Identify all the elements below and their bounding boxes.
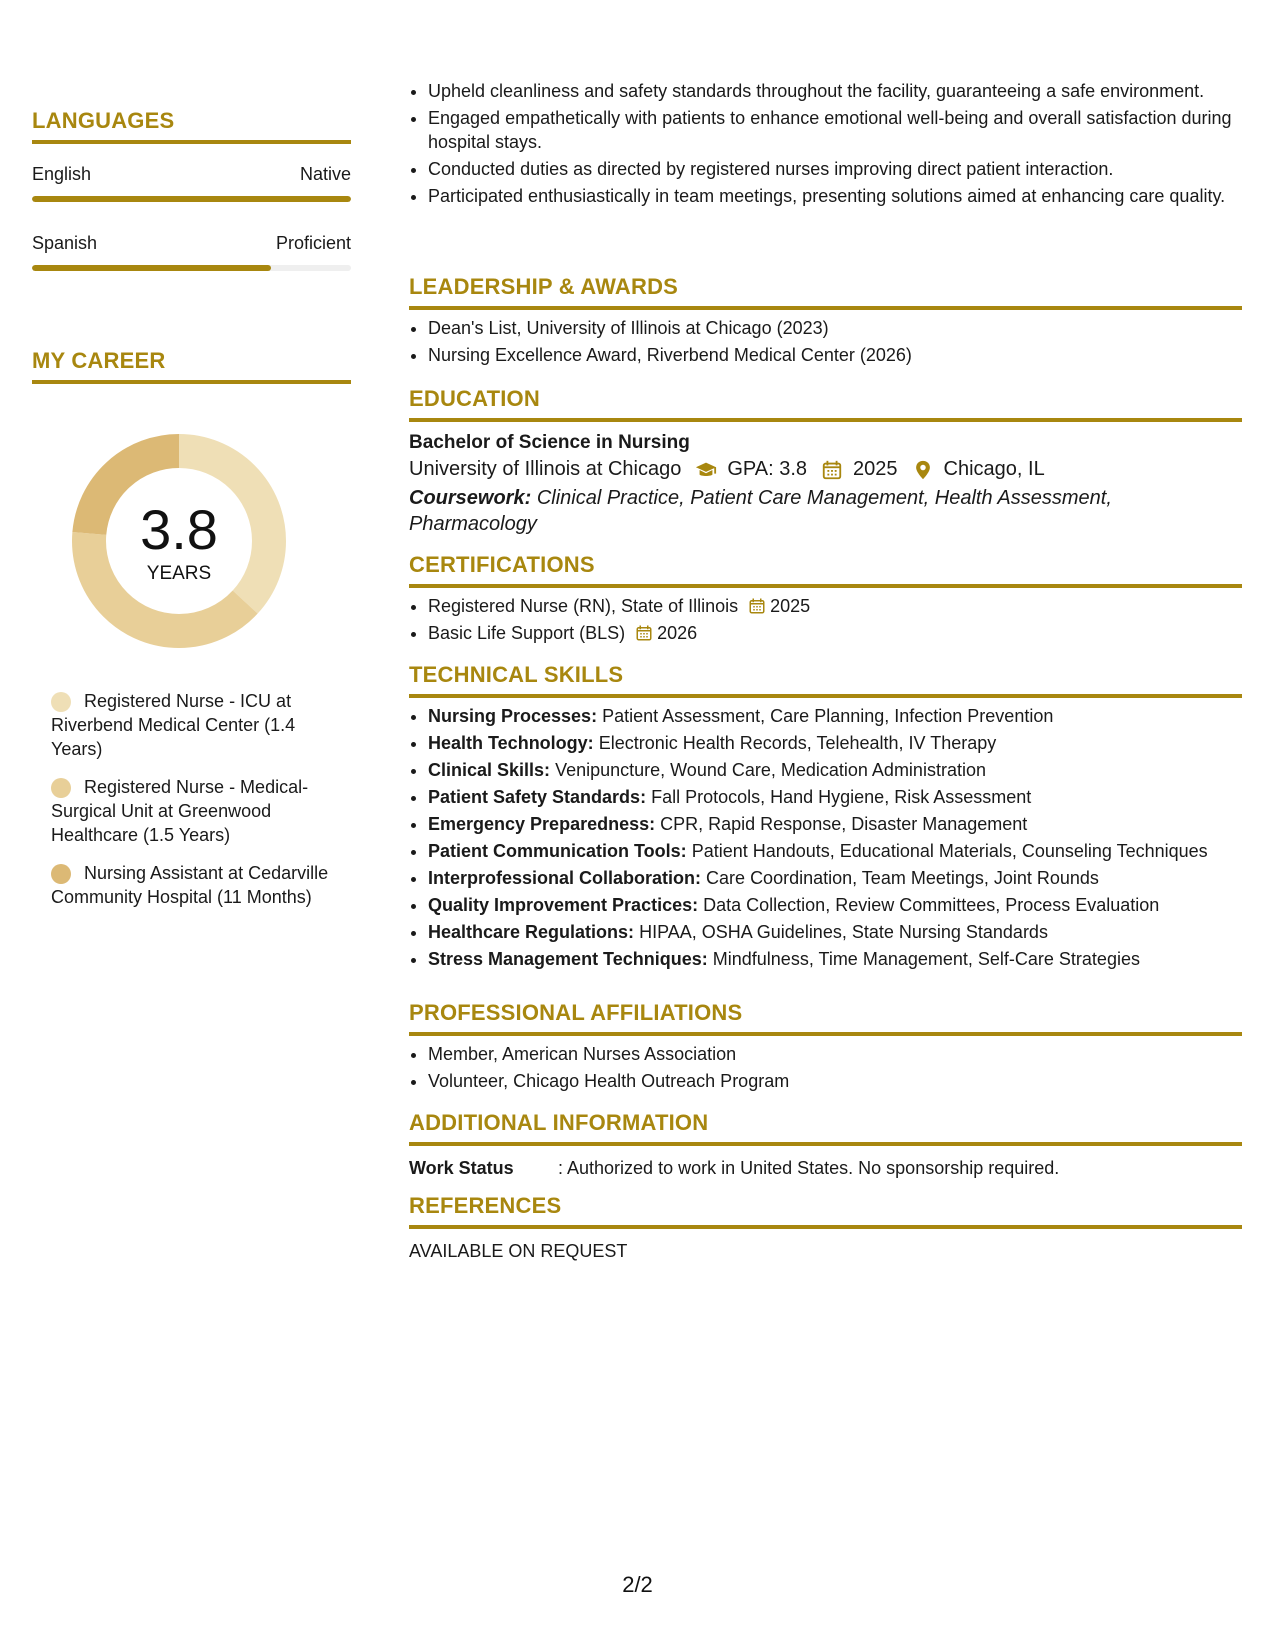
section-divider [409,584,1242,588]
list-item [428,839,1242,863]
language-bar-fill [32,196,351,202]
section-divider [32,380,351,384]
skill-values: Venipuncture, Wound Care, Medication Administration [555,760,986,780]
career-legend [51,689,341,923]
skill-category: Emergency Preparedness: [428,814,656,834]
list-item [428,758,1242,782]
experience-continued [409,79,1242,211]
skill-values: Mindfulness, Time Management, Self-Care Strategies [712,949,1140,969]
career-item-label: Nursing Assistant at Cedarville Community Hospital (11 Months) [51,863,329,907]
list-item [428,947,1242,971]
skill-category: Patient Communication Tools: [428,841,687,861]
certifications-list [409,594,1242,645]
list-item: • Engaged empathetically with patients to enhance emotional well-being and overall satisfaction during hospital stays. [428,106,1242,154]
section-divider [409,1032,1242,1036]
skill-category: Stress Management Techniques: [428,949,708,969]
list-item [428,621,1242,645]
skill-values: Electronic Health Records, Telehealth, IV Therapy [598,733,997,753]
skill-category: Nursing Processes: [428,706,598,726]
skills-heading: TECHNICAL SKILLS [409,662,624,687]
coursework-list: Clinical Practice, Patient Care Management, Health Assessment, Pharmacology [409,487,1112,535]
list-item [428,920,1242,944]
page-number: 2/2 [622,1572,653,1597]
education-details [409,458,1242,481]
legend-dot [51,864,71,884]
career-legend-item [51,689,341,761]
list-item: • Member, American Nurses Association [428,1042,1242,1066]
certification-name: Registered Nurse (RN), State of Illinois [428,596,739,616]
skill-values: HIPAA, OSHA Guidelines, State Nursing Standards [639,922,1048,942]
work-status-row [409,1158,1242,1179]
references-section [409,1193,1242,1262]
legend-dot [51,692,71,712]
location-pin-icon [912,459,934,481]
awards-heading: LEADERSHIP & AWARDS [409,274,679,299]
experience-bullets [409,79,1242,208]
affiliations-heading: PROFESSIONAL AFFILIATIONS [409,1000,743,1025]
career-legend-item [51,775,341,847]
legend-dot [51,778,71,798]
graduation-cap-icon [695,459,717,481]
calendar-icon [635,624,653,642]
list-item [428,731,1242,755]
references-text: AVAILABLE ON REQUEST [409,1241,628,1261]
education-year: 2025 [853,458,898,480]
career-section [32,348,351,384]
skill-values: Patient Assessment, Care Planning, Infection Prevention [602,706,1054,726]
education-section [409,386,1242,537]
languages-section [32,108,351,144]
awards-list [409,316,1242,367]
career-legend-item [51,861,341,909]
skill-category: Quality Improvement Practices: [428,895,699,915]
school-name: University of Illinois at Chicago [409,458,682,480]
skill-values: Care Coordination, Team Meetings, Joint Rounds [706,868,1099,888]
section-divider [409,306,1242,310]
list-item [428,704,1242,728]
skill-values: Patient Handouts, Educational Materials, Counseling Techniques [691,841,1208,861]
education-location: Chicago, IL [943,458,1045,480]
list-item [428,866,1242,890]
work-status-label: Work Status [409,1158,514,1178]
language-level: Proficient [275,233,351,253]
section-divider [409,1142,1242,1146]
certifications-heading: CERTIFICATIONS [409,552,595,577]
section-divider [32,140,351,144]
list-item: • Volunteer, Chicago Health Outreach Program [428,1069,1242,1093]
section-divider [409,694,1242,698]
coursework-label: Coursework: [409,487,532,509]
list-item: • Dean's List, University of Illinois at Chicago (2023) [428,316,1242,340]
education-heading: EDUCATION [409,386,540,411]
calendar-icon [748,597,766,615]
section-divider [409,1225,1242,1229]
certification-year: 2026 [657,623,698,643]
gpa-value: GPA: 3.8 [727,458,808,480]
certification-year: 2025 [770,596,811,616]
language-row-spanish [32,233,351,254]
references-heading: REFERENCES [409,1193,562,1218]
certification-name: Basic Life Support (BLS) [428,623,626,643]
language-bar-fill [32,265,271,271]
awards-section [409,274,1242,370]
list-item: • Upheld cleanliness and safety standards throughout the facility, guaranteeing a safe environment. [428,79,1242,103]
list-item [428,785,1242,809]
career-heading: MY CAREER [32,348,166,373]
skill-values: Fall Protocols, Hand Hygiene, Risk Assessment [651,787,1032,807]
skill-category: Healthcare Regulations: [428,922,635,942]
list-item: • Conducted duties as directed by registered nurses improving direct patient interaction. [428,157,1242,181]
affiliations-list [409,1042,1242,1093]
skill-category: Health Technology: [428,733,594,753]
list-item: • Participated enthusiastically in team meetings, presenting solutions aimed at enhancing care quality. [428,184,1242,208]
language-bar-spanish [32,265,351,271]
additional-info-section [409,1110,1242,1179]
skills-section [409,662,1242,974]
skill-category: Patient Safety Standards: [428,787,647,807]
language-name: Spanish [32,233,98,253]
section-divider [409,418,1242,422]
skill-category: Clinical Skills: [428,760,551,780]
skill-values: CPR, Rapid Response, Disaster Management [660,814,1028,834]
career-item-label: Registered Nurse - ICU at Riverbend Medical Center (1.4 Years) [51,691,296,759]
additional-info-heading: ADDITIONAL INFORMATION [409,1110,709,1135]
list-item [428,594,1242,618]
degree-title: Bachelor of Science in Nursing [409,432,690,453]
language-level: Native [299,164,351,184]
list-item [428,812,1242,836]
career-item-label: Registered Nurse - Medical-Surgical Unit at Greenwood Healthcare (1.5 Years) [51,777,309,845]
list-item [428,893,1242,917]
languages-heading: LANGUAGES [32,108,175,133]
language-name: English [32,164,92,184]
skill-category: Interprofessional Collaboration: [428,868,702,888]
career-total-unit: YEARS [146,563,212,584]
certifications-section [409,552,1242,648]
list-item: • Nursing Excellence Award, Riverbend Medical Center (2026) [428,343,1242,367]
affiliations-section [409,1000,1242,1096]
skill-values: Data Collection, Review Committees, Process Evaluation [703,895,1160,915]
language-row-english [32,164,351,185]
coursework [409,485,1242,537]
language-bar-english [32,196,351,202]
skills-list [409,704,1242,971]
calendar-icon [821,459,843,481]
career-total-years: 3.8 [140,498,218,561]
work-status-value: : Authorized to work in United States. No sponsorship required. [558,1158,1060,1178]
